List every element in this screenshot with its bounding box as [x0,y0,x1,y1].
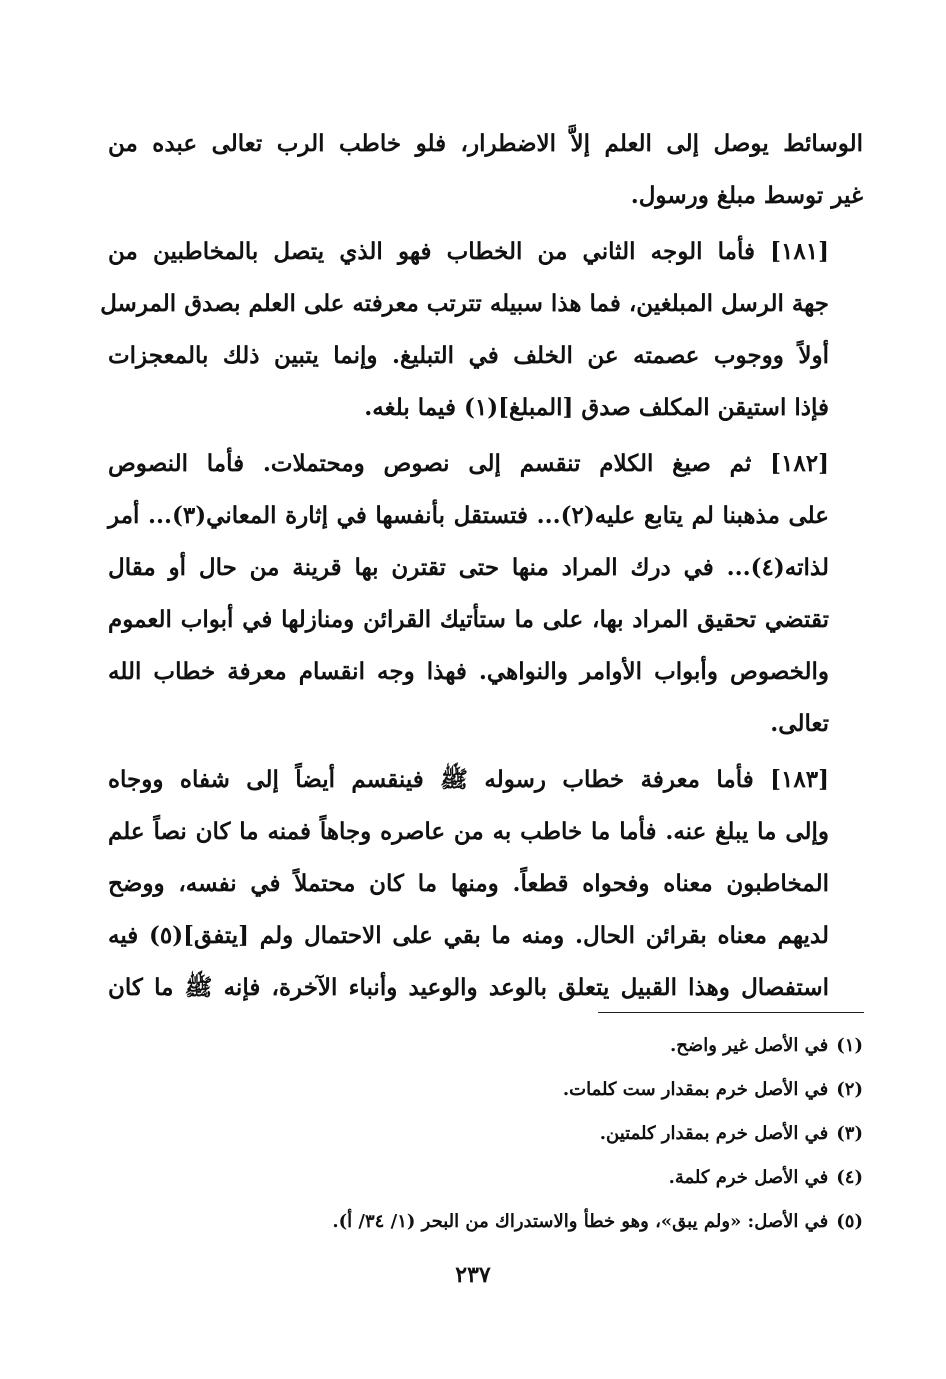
footnote-divider [598,1012,864,1013]
footnote-text: في الأصل خرم كلمة. [668,1167,829,1188]
text-line: فإذا استيقن المكلف صدق [المبلغ](١) فيما بلغه. [364,394,829,421]
text-line: أولاً ووجوب عصمته عن الخلف في التبليغ. وإنما يتبين ذلك بالمعجزات [108,342,829,369]
text-line: لذاته(٤)... في درك المراد منها حتى تقترن بها قرينة من حال أو مقال [108,554,829,581]
footnote-number: (٣) [836,1123,863,1144]
footnote-number: (١) [836,1035,863,1056]
footnote-4 [108,1156,863,1200]
paragraph-182 [108,438,863,750]
page-number: ٢٣٧ [455,1262,491,1288]
text-line: غير توسط مبلغ ورسول. [630,182,863,209]
text-line: [١٨١] فأما الوجه الثاني من الخطاب فهو الذي يتصل بالمخاطبين من [108,238,829,265]
text-line: استفصال وهذا القبيل يتعلق بالوعد والوعيد وأنباء الآخرة، فإنه ﷺ ما كان [108,974,829,1001]
footnote-number: (٤) [836,1167,863,1188]
footnote-text: في الأصل غير واضح. [670,1035,829,1056]
text-line: على مذهبنا لم يتابع عليه(٢)... فتستقل بأنفسها في إثارة المعاني(٣)... أمر [108,502,830,529]
text-line: تقتضي تحقيق المراد بها، على ما ستأتيك القرائن ومنازلها في أبواب العموم [108,606,829,633]
footnote-3 [108,1112,863,1156]
footnote-text: في الأصل خرم بمقدار ست كلمات. [562,1079,829,1100]
footnotes [108,1024,863,1244]
text-line: جهة الرسل المبلغين، فما هذا سبيله تترتب معرفته على العلم بصدق المرسل [100,290,829,317]
paragraph-181 [100,226,863,434]
footnote-1 [108,1024,863,1068]
footnote-text: في الأصل خرم بمقدار كلمتين. [599,1123,829,1144]
footnote-2 [108,1068,863,1112]
text-line: [١٨٣] فأما معرفة خطاب رسوله ﷺ فينقسم أيضاً إلى شفاه ووجاه [108,766,829,793]
footnote-5 [108,1200,863,1244]
text-line: [١٨٢] ثم صيغ الكلام تنقسم إلى نصوص ومحتملات. فأما النصوص [108,450,829,477]
text-line: وإلى ما يبلغ عنه. فأما ما خاطب به من عاصره وجاهاً فمنه ما كان نصاً علم [108,818,829,845]
text-line: تعالى. [770,710,829,737]
text-line: الوسائط يوصل إلى العلم إلاَّ الاضطرار، فلو خاطب الرب تعالى عبده من [108,130,863,157]
paragraph-continuation [108,118,863,222]
footnote-text: في الأصل: «ولم يبق»، وهو خطأ والاستدراك من البحر (١/ ٣٤/ أ). [332,1211,829,1232]
paragraph-183 [108,754,863,1014]
text-line: والخصوص وأبواب الأوامر والنواهي. فهذا وجه انقسام معرفة خطاب الله [108,658,829,685]
footnote-number: (٥) [836,1211,863,1232]
footnote-number: (٢) [836,1079,863,1100]
main-text [100,118,863,1014]
text-line: لديهم معناه بقرائن الحال. ومنه ما بقي على الاحتمال ولم [يتفق](٥) فيه [108,922,830,949]
text-line: المخاطبون معناه وفحواه قطعاً. ومنها ما كان محتملاً في نفسه، ووضح [108,870,829,897]
